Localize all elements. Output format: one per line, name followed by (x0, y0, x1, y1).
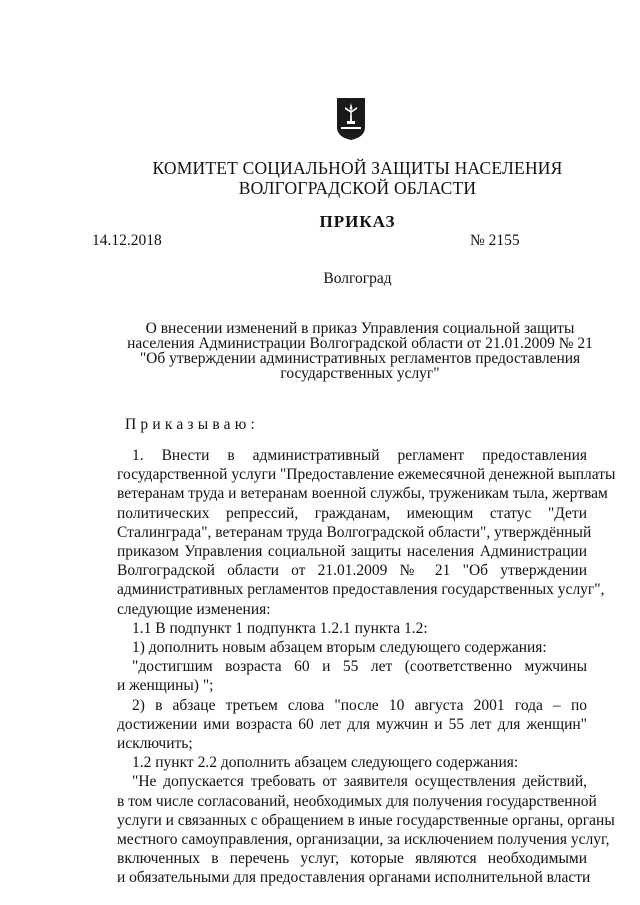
document-city: Волгоград (323, 270, 392, 287)
order-directive: Приказываю: (125, 416, 260, 433)
body-line: услуги и связанных с обращением в иные государственные органы, органы (117, 811, 615, 829)
body-line: Волгоградской области от 21.01.2009 № 21 "Об утверждении (117, 562, 587, 580)
body-line: местного самоуправления, организации, за исключением получения услуг, (117, 831, 610, 849)
document-date: 14.12.2018 (92, 232, 162, 249)
body-line: административных регламентов предоставления государственных услуг", (117, 581, 605, 599)
body-line: 1.1 В подпункт 1 подпункта 1.2.1 пункта 1.2: (132, 619, 428, 637)
document-type: ПРИКАЗ (319, 212, 396, 231)
subject-line: О внесении изменений в приказ Управления социальной защиты (145, 320, 575, 337)
document-body (117, 446, 616, 888)
organization-name-line1: КОМИТЕТ СОЦИАЛЬНОЙ ЗАЩИТЫ НАСЕЛЕНИЯ (152, 158, 563, 178)
subject-line: "Об утверждении административных регламентов предоставления (139, 350, 581, 367)
body-line: приказом Управления социальной защиты населения Администрации (117, 543, 587, 561)
body-line: и обязательными для предоставления органами исполнительной власти (117, 869, 591, 887)
body-line: достижении ими возраста 60 лет для мужчин и 55 лет для женщин" (117, 715, 587, 733)
body-line: 1) дополнить новым абзацем вторым следующего содержания: (132, 639, 547, 657)
body-line: "Не допускается требовать от заявителя осуществления действий, (132, 773, 587, 791)
body-line: Сталинграда", ветеранам труда Волгоградской области", утверждённый (117, 523, 592, 541)
body-line: и женщины) "; (117, 677, 214, 695)
body-line: в том числе согласований, необходимых для получения государственной (117, 792, 597, 810)
body-line: ветеранам труда и ветеранам военной службы, труженикам тыла, жертвам (117, 485, 608, 503)
body-line: исключить; (117, 735, 193, 753)
body-line: политических репрессий, гражданам, имеющим статус "Дети (117, 504, 587, 522)
volgograd-coat-of-arms-icon (336, 97, 366, 141)
body-line: 1. Внести в административный регламент предоставления (132, 447, 587, 464)
body-line: следующие изменения: (117, 600, 271, 618)
body-line: 2) в абзаце третьем слова "после 10 августа 2001 года – по (132, 696, 587, 714)
document-subject (100, 321, 620, 381)
body-line: "достигшим возраста 60 и 55 лет (соответственно мужчины (132, 658, 587, 676)
organization-name-line2: ВОЛГОГРАДСКОЙ ОБЛАСТИ (238, 178, 477, 198)
body-line: государственной услуги "Предоставление ежемесячной денежной выплаты (117, 466, 616, 484)
subject-line: населения Администрации Волгоградской области от 21.01.2009 № 21 (127, 335, 593, 352)
body-line: включенных в перечень услуг, которые являются необходимыми (117, 850, 587, 868)
subject-line: государственных услуг" (280, 365, 440, 382)
body-line: 1.2 пункт 2.2 дополнить абзацем следующего содержания: (132, 754, 519, 772)
document-number: № 2155 (470, 232, 520, 249)
